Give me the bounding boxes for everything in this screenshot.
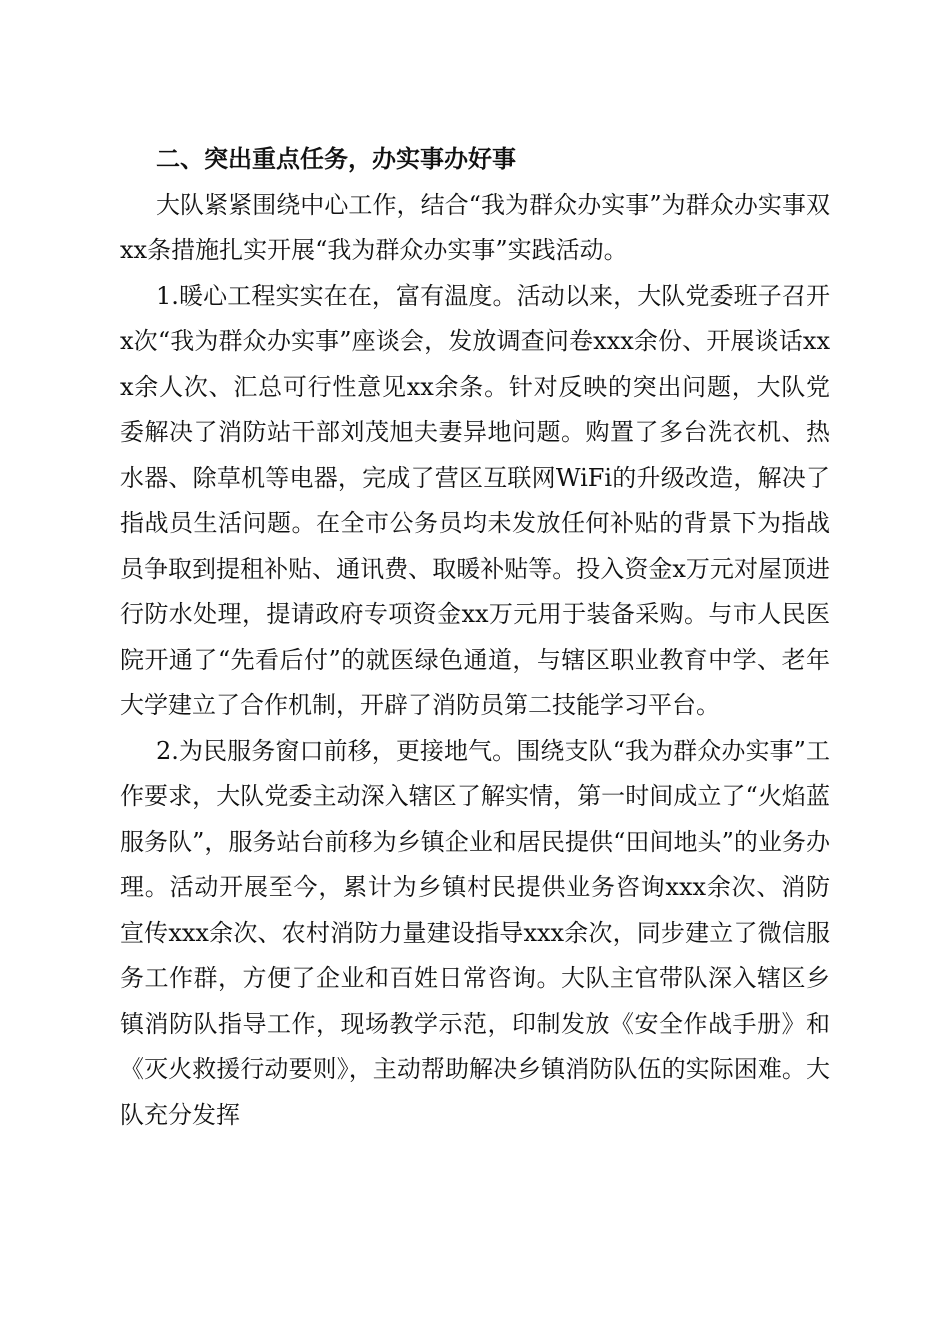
paragraph-item-2: 2.为民服务窗口前移，更接地气。围绕支队“我为群众办实事”工作要求，大队党委主动深入辖区了解实情，第一时间成立了“火焰蓝服务队”，服务站台前移为乡镇企业和居民提供“田间地头”的业务办理。活动开展至今，累计为乡镇村民提供业务咨询xxx余次、消防宣传xxx余次、农村消防力量建设指导xxx余次，同步建立了微信服务工作群，方便了企业和百姓日常咨询。大队主官带队深入辖区乡镇消防队指导工作，现场教学示范，印制发放《安全作战手册》和《灭火救援行动要则》，主动帮助解决乡镇消防队伍的实际困难。大队充分发挥: [120, 736, 830, 1129]
document-body: [120, 137, 830, 1138]
section-heading: 二、突出重点任务，办实事办好事: [156, 145, 516, 173]
paragraph-item-1: 1.暖心工程实实在在，富有温度。活动以来，大队党委班子召开x次“我为群众办实事”座谈会，发放调查问卷xxx余份、开展谈话xxx余人次、汇总可行性意见xx余条。针对反映的突出问题，大队党委解决了消防站干部刘茂旭夫妻异地问题。购置了多台洗衣机、热水器、除草机等电器，完成了营区互联网WiFi的升级改造，解决了指战员生活问题。在全市公务员均未发放任何补贴的背景下为指战员争取到提租补贴、通讯费、取暖补贴等。投入资金x万元对屋顶进行防水处理，提请政府专项资金xx万元用于装备采购。与市人民医院开通了“先看后付”的就医绿色通道，与辖区职业教育中学、老年大学建立了合作机制，开辟了消防员第二技能学习平台。: [120, 281, 830, 719]
paragraph-intro: 大队紧紧围绕中心工作，结合“我为群众办实事”为群众办实事双xx条措施扎实开展“我为群众办实事”实践活动。: [120, 190, 830, 264]
